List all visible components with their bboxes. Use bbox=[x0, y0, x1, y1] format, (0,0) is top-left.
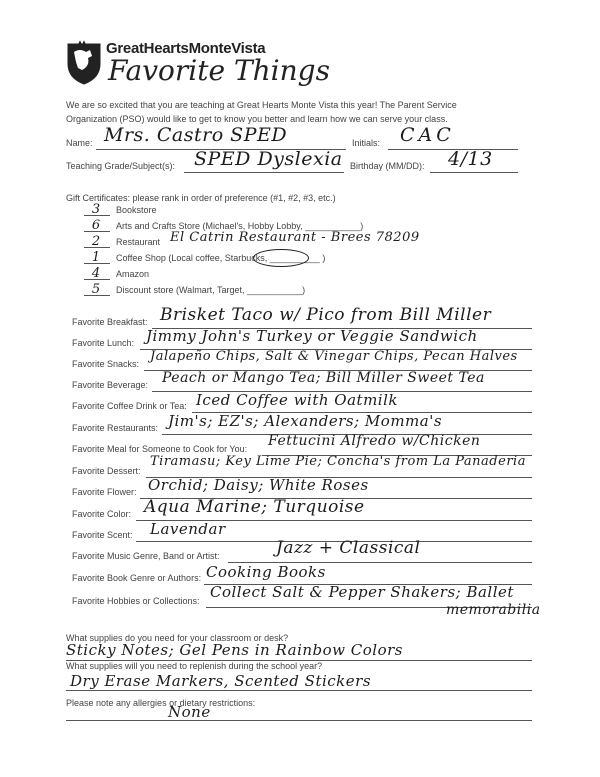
replenish-supplies-question: What supplies will you need to replenish during the school year? bbox=[66, 661, 323, 671]
fav-value[interactable]: Jazz + Classical bbox=[276, 538, 421, 558]
fav-value[interactable]: Orchid; Daisy; White Roses bbox=[148, 476, 369, 494]
initials-label: Initials: bbox=[352, 138, 381, 148]
allergies-line bbox=[66, 720, 532, 721]
fav-label: Favorite Breakfast: bbox=[72, 317, 148, 327]
gift-label: Coffee Shop (Local coffee, Starbucks, __________ ) bbox=[116, 253, 326, 263]
gift-rank[interactable]: 5 bbox=[91, 282, 101, 297]
fav-label: Favorite Beverage: bbox=[72, 380, 149, 390]
gift-label: Bookstore bbox=[116, 205, 157, 215]
fav-label: Favorite Lunch: bbox=[72, 338, 135, 348]
fav-label: Favorite Meal for Someone to Cook for You: bbox=[72, 444, 248, 454]
fav-value[interactable]: Jim's; EZ's; Alexanders; Momma's bbox=[168, 412, 443, 430]
intro-line-1: We are so excited that you are teaching at Great Hearts Monte Vista this year! The Parent Service bbox=[66, 100, 457, 110]
name-value[interactable]: Mrs. Castro SPED bbox=[104, 124, 288, 146]
fav-label: Favorite Music Genre, Band or Artist: bbox=[72, 551, 220, 561]
gift-rank[interactable]: 6 bbox=[91, 218, 101, 233]
fav-value-continued[interactable]: memorabilia bbox=[446, 602, 541, 618]
page-title: Favorite Things bbox=[108, 54, 330, 87]
fav-value[interactable]: Tiramasu; Key Lime Pie; Concha's from La Panaderia bbox=[150, 454, 526, 469]
gift-label: Amazon bbox=[116, 269, 150, 279]
fav-label: Favorite Coffee Drink or Tea: bbox=[72, 401, 187, 411]
intro-line-2: Organization (PSO) would like to get to know you better and learn how we can serve your class. bbox=[66, 114, 448, 124]
gift-heading: Gift Certificates: please rank in order of preference (#1, #2, #3, etc.) bbox=[66, 193, 336, 203]
fav-value[interactable]: Collect Salt & Pepper Shakers; Ballet bbox=[210, 583, 514, 601]
initials-value[interactable]: CAC bbox=[400, 124, 455, 146]
gift-rank[interactable]: 1 bbox=[91, 250, 101, 265]
fav-label: Favorite Dessert: bbox=[72, 466, 141, 476]
school-name: GreatHeartsMonteVista bbox=[106, 40, 266, 57]
fav-value[interactable]: Jalapeño Chips, Salt & Vinegar Chips, Pecan Halves bbox=[150, 349, 518, 364]
fav-value[interactable]: Brisket Taco w/ Pico from Bill Miller bbox=[160, 305, 492, 325]
gift-label: Restaurant bbox=[116, 237, 161, 247]
name-label: Name: bbox=[66, 138, 93, 148]
allergies-question: Please note any allergies or dietary restrictions: bbox=[66, 698, 256, 708]
replenish-supplies-line bbox=[66, 690, 532, 691]
gift-label: Discount store (Walmart, Target, ___________) bbox=[116, 285, 306, 295]
classroom-supplies-question: What supplies do you need for your classroom or desk? bbox=[66, 633, 289, 643]
fav-value[interactable]: Fettucini Alfredo w/Chicken bbox=[268, 433, 481, 449]
gift-rank[interactable]: 3 bbox=[91, 202, 101, 217]
fav-label: Favorite Book Genre or Authors: bbox=[72, 573, 202, 583]
gift-label: Arts and Crafts Store (Michael's, Hobby Lobby, ___________) bbox=[116, 221, 364, 231]
fav-value[interactable]: Lavendar bbox=[150, 520, 226, 538]
fav-label: Favorite Color: bbox=[72, 509, 132, 519]
fav-value[interactable]: Peach or Mango Tea; Bill Miller Sweet Tea bbox=[162, 370, 485, 386]
restaurant-choice[interactable]: El Catrin Restaurant - Brees 78209 bbox=[170, 230, 420, 245]
grade-label: Teaching Grade/Subject(s): bbox=[66, 161, 176, 171]
allergies-answer[interactable]: None bbox=[168, 703, 211, 721]
fav-value[interactable]: Aqua Marine; Turquoise bbox=[144, 497, 365, 517]
birthday-label: Birthday (MM/DD): bbox=[350, 161, 425, 171]
fav-label: Favorite Hobbies or Collections: bbox=[72, 596, 200, 606]
fav-value[interactable]: Cooking Books bbox=[206, 563, 326, 581]
grade-value[interactable]: SPED Dyslexia bbox=[194, 148, 343, 170]
fav-value[interactable]: Iced Coffee with Oatmilk bbox=[196, 391, 398, 409]
birthday-value[interactable]: 4/13 bbox=[448, 148, 493, 170]
gift-rank[interactable]: 2 bbox=[91, 234, 101, 249]
gift-rank[interactable]: 4 bbox=[91, 266, 101, 281]
fav-label: Favorite Restaurants: bbox=[72, 423, 159, 433]
classroom-supplies-answer[interactable]: Sticky Notes; Gel Pens in Rainbow Colors bbox=[66, 641, 403, 659]
replenish-supplies-answer[interactable]: Dry Erase Markers, Scented Stickers bbox=[70, 672, 372, 690]
fav-label: Favorite Snacks: bbox=[72, 359, 140, 369]
fav-label: Favorite Scent: bbox=[72, 530, 133, 540]
fav-label: Favorite Flower: bbox=[72, 487, 137, 497]
fav-value[interactable]: Jimmy John's Turkey or Veggie Sandwich bbox=[146, 327, 478, 345]
